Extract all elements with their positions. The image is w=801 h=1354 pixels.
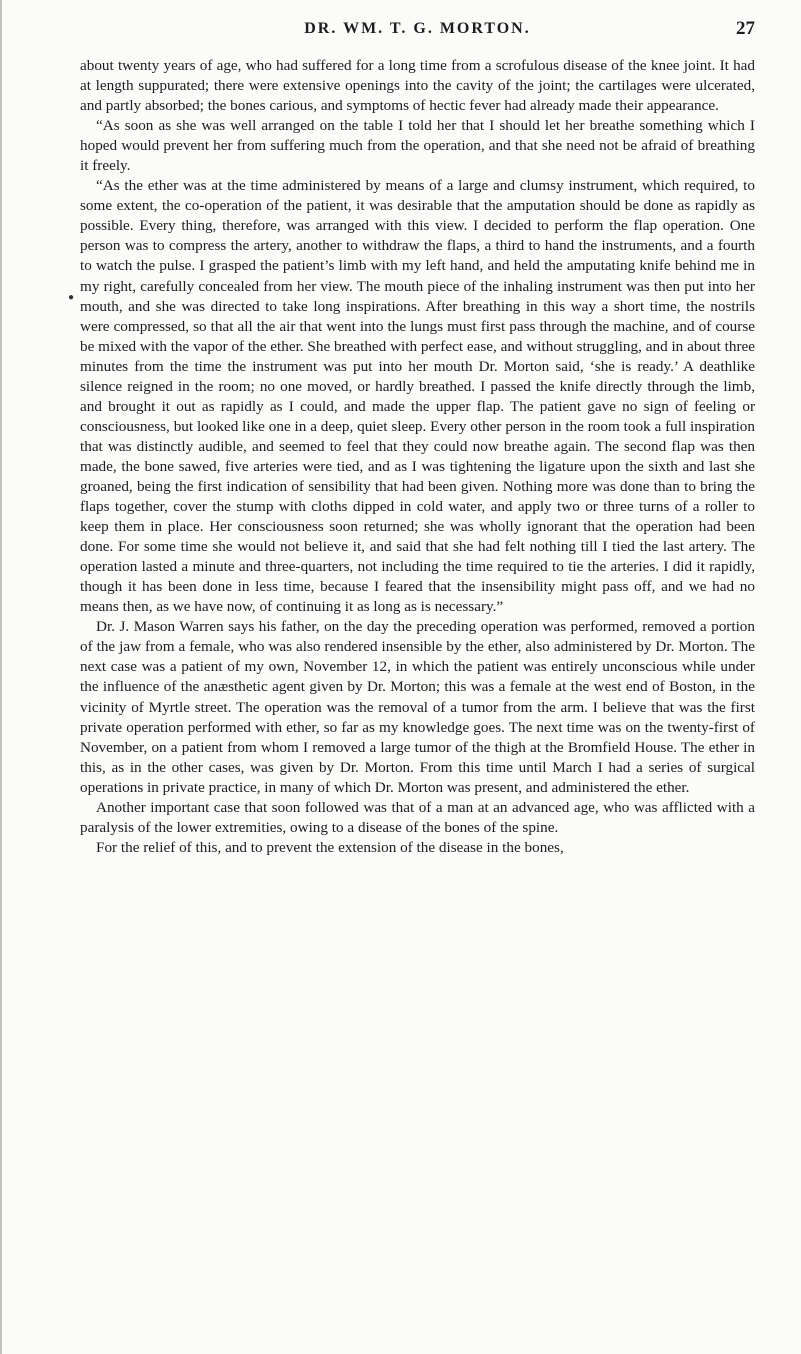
paragraph-quote-start: “As soon as she was well arranged on the table I told her that I should let her breathe something which I hoped would prevent her from suffering much from the operation, and that she need not be afraid of breathing it freely. (80, 117, 755, 175)
paragraph-final-line: For the relief of this, and to prevent the extension of the disease in the bones, (96, 838, 564, 856)
running-title: DR. WM. T. G. MORTON. (304, 20, 531, 37)
paragraph-warren-cases: Dr. J. Mason Warren says his father, on the day the preceding operation was performed, removed a portion of the jaw from a female, who was also rendered insensible by the ether, also administered by Dr. Morton. The next case was a patient of my own, November 12, in which the patient was entirely unconscious while under the influence of the anæsthetic agent given by Dr. Morton; this was a female at the west end of Boston, in the vicinity of Myrtle street. The operation was the removal of a tumor from the arm. I believe that was the first private operation performed with ether, so far as my knowledge goes. The next time was on the twenty-first of November, on a patient from whom I removed a large tumor of the thigh at the Bromfield House. The ether in this, as in the other cases, was given by Dr. Morton. From this time until March I had a series of surgical operations in private practice, in many of which Dr. Morton was present, and administered the ether. (80, 618, 755, 796)
paragraph-amputation-account: “As the ether was at the time administered by means of a large and clumsy instrument, which required, to some extent, the co-operation of the patient, it was desirable that the amputation should be done as rapidly as possible. Every thing, therefore, was arranged with this view. I decided to perform the flap operation. One person was to compress the artery, another to withdraw the flaps, a third to hand the instruments, and a fourth to watch the pulse. I grasped the patient’s limb with my left hand, and held the amputating knife behind me in my right, carefully concealed from her view. The mouth piece of the inhaling instrument was then put into her mouth, and she was directed to take long inspirations. After breathing in this way a short time, the nostrils were compressed, so that all the air that went into the lungs must first pass through the machine, and of course be mixed with the vapor of the ether. She breathed with perfect ease, and without struggling, and in about three minutes from the time the instrument was put into her mouth Dr. Morton said, ‘she is ready.’ A deathlike silence reigned in the room; no one moved, or hardly breathed. I passed the knife directly through the limb, and brought it out as rapidly as I could, and made the upper flap. The patient gave no sign of feeling or consciousness, but looked like one in a deep, quiet sleep. Every other person in the room took a full inspiration that was distinctly audible, and seemed to feel that they could now breathe again. The second flap was then made, the bone sawed, five arteries were tied, and as I was tightening the ligature upon the sixth and last she groaned, being the first indication of sensibility that had been given. Nothing more was done than to bring the flaps together, cover the stump with cloths dipped in cold water, and apply two or three turns of a roller to keep them in place. Her consciousness soon returned; she was wholly ignorant that the operation had been done. For some time she would not believe it, and said that she had felt nothing till I tied the last artery. The operation lasted a minute and three-quarters, not including the time required to tie the arteries. I did it rapidly, though it has been done in less time, because I feared that the insensibility might pass off, and we had no means then, as we have now, of continuing it as long as is necessary.” (80, 177, 755, 616)
page-number: 27 (736, 18, 755, 39)
margin-dot-mark: ● (68, 292, 75, 303)
page-gutter-edge (0, 0, 2, 1354)
paragraph-paralysis-case: Another important case that soon followed was that of a man at an advanced age, who was afflicted with a paralysis of the lower extremities, owing to a disease of the bones of the spine. (80, 798, 755, 836)
paragraph-continued: about twenty years of age, who had suffered for a long time from a scrofulous disease of the knee joint. It had at length suppurated; there were extensive openings into the cavity of the joint; the cartilages were ulcerated, and partly absorbed; the bones carious, and symptoms of hectic fever had already made their appearance. (80, 57, 755, 115)
body-text (80, 56, 755, 858)
running-header (80, 18, 755, 48)
